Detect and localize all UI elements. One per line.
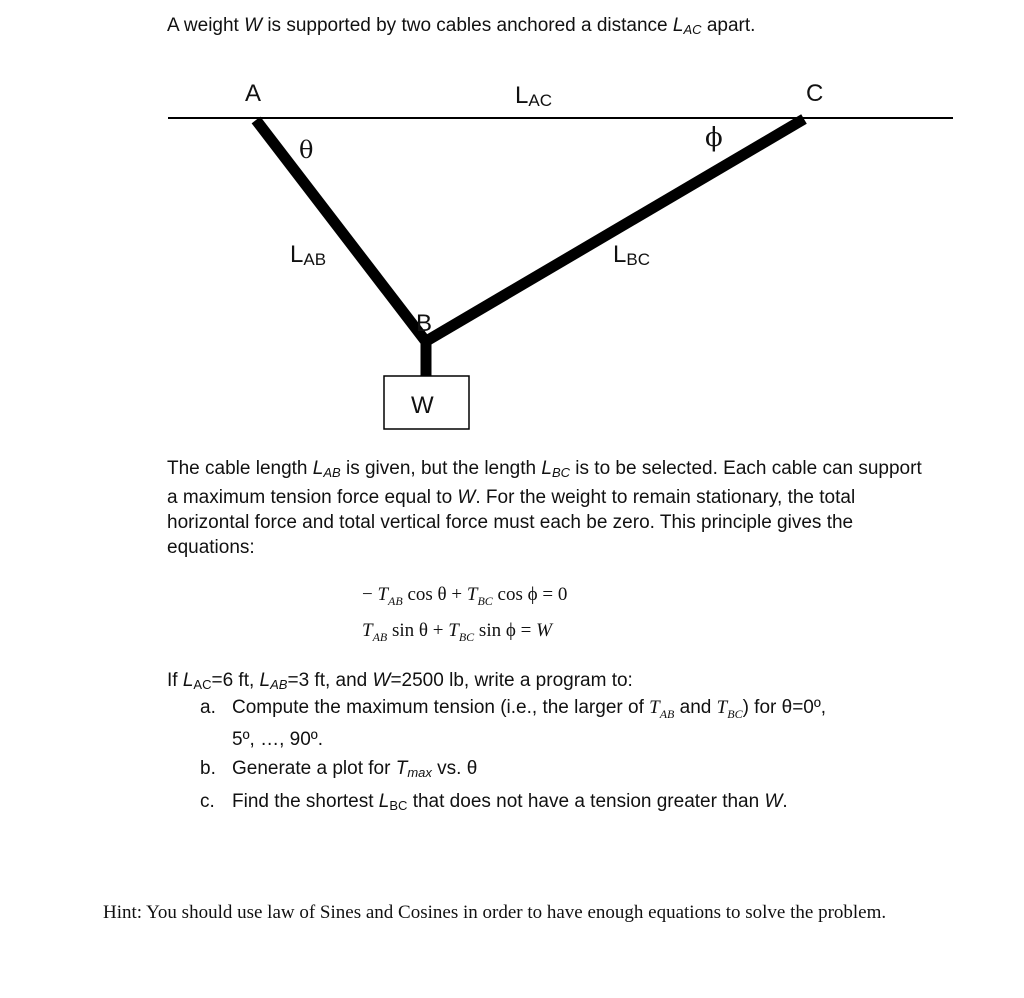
para-part-4: . For the weight to remain stationary, the total horizontal force and total vertical force must each be zero. This principle gives the equations: xyxy=(167,487,856,558)
task-a-text-3: ) for θ=0º, xyxy=(742,697,827,718)
eq1-tab-subscript: AB xyxy=(388,594,403,608)
task-item-a-line-1 xyxy=(232,695,940,727)
task-part-2: =6 ft, xyxy=(211,670,260,691)
task-item-b xyxy=(200,756,940,785)
lbc-label: LBC xyxy=(613,241,650,269)
eq1-cos-theta: cos θ + xyxy=(402,584,467,605)
task-b-text-2: vs. θ xyxy=(431,758,478,779)
point-b-label: B xyxy=(416,310,433,337)
task-c-text-2: that does not have a tension greater than xyxy=(407,791,765,812)
para-lbc-subscript: BC xyxy=(551,465,571,480)
task-item-b-marker: b. xyxy=(200,758,216,779)
task-lac-subscript: AC xyxy=(193,677,212,692)
equation-vertical xyxy=(362,616,567,652)
task-item-a-marker: a. xyxy=(200,697,216,718)
task-weight-symbol: W xyxy=(372,670,391,691)
task-a-tbc: T xyxy=(716,697,728,718)
para-weight-symbol: W xyxy=(457,487,476,508)
cable-diagram xyxy=(0,0,1024,440)
para-part-2: is given, but the length xyxy=(340,458,542,479)
intro-length-subscript: AC xyxy=(683,22,702,37)
cable-ab xyxy=(256,120,427,343)
intro-tail: apart. xyxy=(701,15,756,36)
task-list xyxy=(200,695,940,822)
task-lab-symbol: L xyxy=(259,670,271,691)
task-item-a xyxy=(200,695,940,752)
task-a-tbc-subscript: BC xyxy=(727,707,743,721)
task-item-c-text xyxy=(232,789,940,818)
equation-horizontal xyxy=(362,580,567,616)
eq2-tab: T xyxy=(362,620,373,641)
eq2-sin-theta: sin θ + xyxy=(387,620,449,641)
task-part-4: =2500 lb, write a program to: xyxy=(390,670,633,691)
task-part-3: =3 ft, and xyxy=(287,670,373,691)
span-lac-label: LAC xyxy=(515,82,552,110)
task-a-text-2: and xyxy=(674,697,717,718)
lab-label: LAB xyxy=(290,241,327,269)
task-item-b-text xyxy=(232,756,940,785)
point-c-label: C xyxy=(806,80,824,107)
task-c-weight: W xyxy=(764,791,783,812)
intro-middle: is supported by two cables anchored a distance xyxy=(262,15,673,36)
para-lab-symbol: L xyxy=(312,458,324,479)
task-item-c-marker: c. xyxy=(200,791,215,812)
task-a-text-1: Compute the maximum tension (i.e., the larger of xyxy=(232,697,650,718)
phi-label: ϕ xyxy=(705,123,723,153)
task-item-c xyxy=(200,789,940,818)
hint-text: Hint: You should use law of Sines and Cosines in order to have enough equations to solve the problem. xyxy=(103,902,887,923)
task-lac-symbol: L xyxy=(182,670,194,691)
equilibrium-equations xyxy=(362,580,567,652)
para-part-3: is to be selected. Each cable can support a maximum tension force equal to xyxy=(167,458,922,508)
eq2-sin-phi: sin ϕ = xyxy=(474,620,537,641)
para-part-1: The cable length xyxy=(167,458,313,479)
task-c-lbc: L xyxy=(378,791,390,812)
task-b-tmax-subscript: max xyxy=(407,765,432,780)
theta-label: θ xyxy=(299,136,314,164)
task-lab-subscript: AB xyxy=(270,677,288,692)
point-a-label: A xyxy=(245,80,262,107)
task-intro xyxy=(167,670,633,692)
task-a-tab: T xyxy=(649,697,660,718)
eq2-tbc-subscript: BC xyxy=(458,630,475,644)
para-lab-subscript: AB xyxy=(323,465,341,480)
intro-weight-symbol: W xyxy=(244,15,263,36)
eq1-tbc: T xyxy=(466,584,478,605)
task-b-text-1: Generate a plot for xyxy=(232,758,396,779)
cable-bc xyxy=(423,119,804,343)
weight-label: W xyxy=(411,392,434,419)
intro-length-symbol: L xyxy=(672,15,684,36)
task-a-tab-subscript: AB xyxy=(659,707,675,721)
task-part-1: If xyxy=(167,670,183,691)
task-c-lbc-subscript: BC xyxy=(389,798,408,813)
eq1-minus: − xyxy=(362,584,378,605)
eq2-weight: W xyxy=(536,620,552,641)
eq2-tab-subscript: AB xyxy=(372,630,388,644)
task-c-text-1: Find the shortest xyxy=(232,791,379,812)
intro-lead: A weight xyxy=(167,15,245,36)
problem-paragraph xyxy=(167,456,927,560)
task-b-tmax: T xyxy=(395,758,408,779)
eq1-tab: T xyxy=(377,584,389,605)
eq1-tbc-subscript: BC xyxy=(477,594,493,608)
task-item-a-line-2: 5º, …, 90º. xyxy=(232,729,323,750)
task-c-text-3: . xyxy=(782,791,788,812)
para-lbc-symbol: L xyxy=(541,458,552,479)
eq1-cos-phi: cos ϕ = 0 xyxy=(492,584,568,605)
eq2-tbc: T xyxy=(448,620,459,641)
